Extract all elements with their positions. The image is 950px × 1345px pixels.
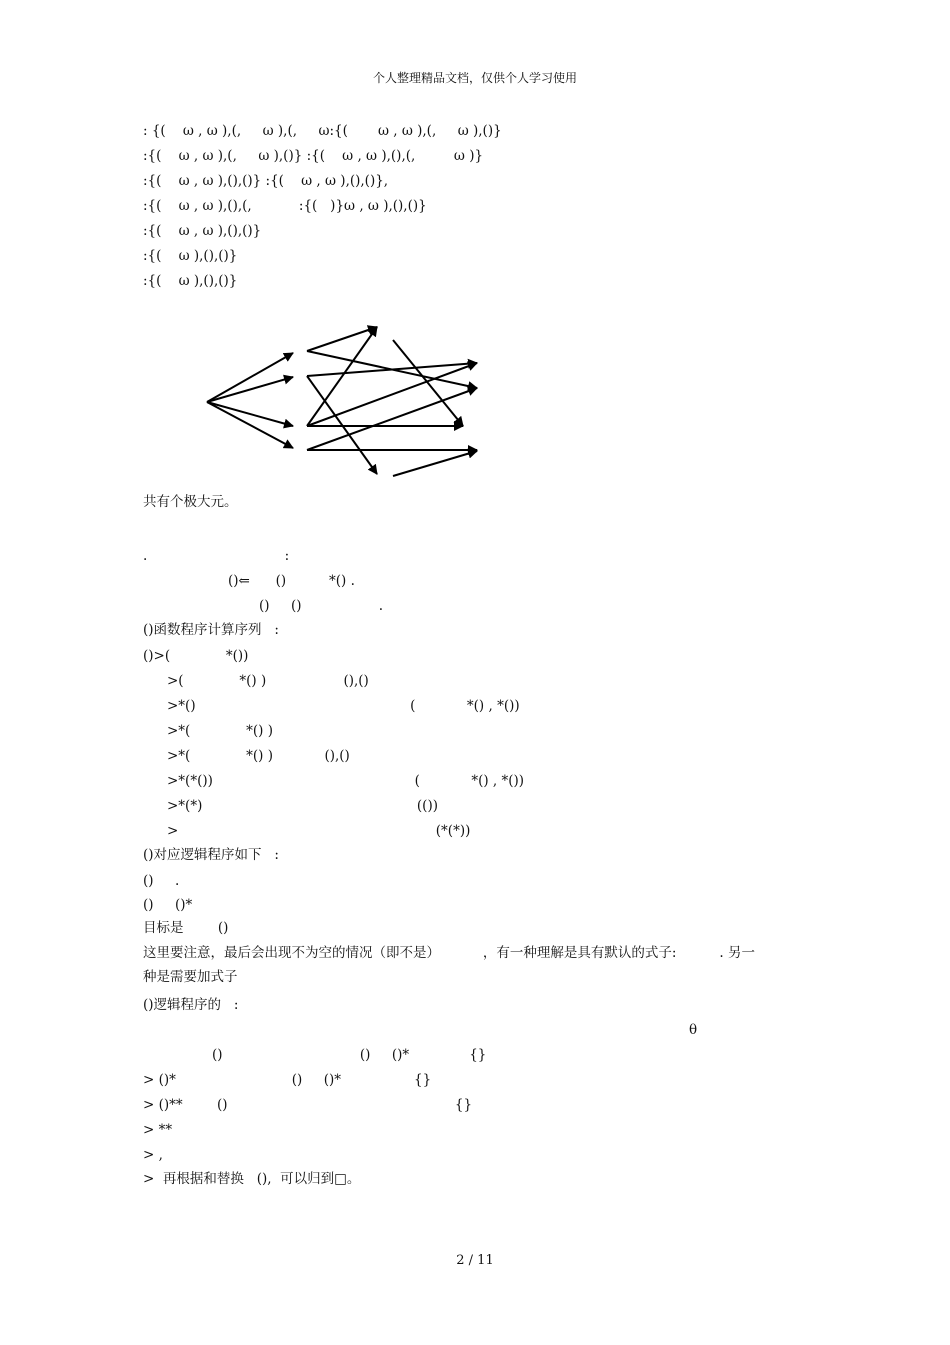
set-line-3: :{( ω , ω ),(),()} :{( ω , ω ),(),()},: [143, 173, 389, 189]
hasse-diagram: [195, 318, 495, 483]
derivation-line-7: >*(*) (()): [167, 798, 438, 814]
resolution-line-4: > **: [143, 1122, 173, 1138]
edge: [207, 353, 293, 402]
resolution-line-5: > ,: [143, 1147, 163, 1163]
set-line-1: : {( ω , ω ),(, ω ),(, ω:{( ω , ω ),(, ω ),()}: [143, 123, 502, 139]
resolution-line-1: () () ()* {}: [212, 1047, 487, 1063]
derivation-line-2: >( *() ) (),(): [167, 673, 369, 689]
goal-line: 目标是 (): [143, 920, 229, 936]
set-line-4: :{( ω , ω ),(),(, :{( )}ω , ω ),(),()}: [143, 198, 427, 214]
derivation-line-8: > (*(*)): [167, 823, 471, 839]
section-logic-program-derivation: ()逻辑程序的 :: [143, 997, 239, 1013]
edge: [307, 388, 477, 450]
edge: [307, 327, 377, 351]
page-number: 2 / 11: [456, 1253, 494, 1268]
edge: [307, 327, 377, 426]
derivation-line-4: >*( *() ): [167, 723, 273, 739]
derivation-line-1: ()>( *()): [143, 648, 249, 664]
set-line-5: :{( ω , ω ),(),()}: [143, 223, 262, 239]
edge: [307, 363, 477, 426]
theta-symbol: θ: [689, 1022, 698, 1038]
edge: [207, 377, 293, 402]
derivation-line-5: >*( *() ) (),(): [167, 748, 350, 764]
section-function-program: ()函数程序计算序列 :: [143, 622, 279, 638]
edge: [393, 451, 477, 476]
note-line-2: 种是需要加式子: [143, 969, 238, 985]
problem-header-line: . :: [143, 548, 290, 564]
edge: [207, 402, 293, 426]
derivation-line-3: >*() ( *() , *()): [167, 698, 520, 714]
resolution-line-2: > ()* () ()* {}: [143, 1072, 432, 1088]
formula-line-2: () () .: [259, 598, 384, 614]
edge: [307, 363, 477, 376]
formula-line-1: ()⇐ () *() .: [228, 573, 355, 589]
resolution-line-6: > 再根据和替换 (), 可以归到□。: [143, 1171, 361, 1187]
set-line-2: :{( ω , ω ),(, ω ),()} :{( ω , ω ),(),(, ω )}: [143, 148, 484, 164]
set-line-7: :{( ω ),(),()}: [143, 273, 238, 289]
resolution-line-3: > ()** () {}: [143, 1097, 473, 1113]
page-header: 个人整理精品文档，仅供个人学习使用: [372, 71, 577, 85]
edge: [207, 402, 293, 448]
logic-line-1: () .: [143, 873, 180, 889]
section-logic-program: ()对应逻辑程序如下 :: [143, 847, 279, 863]
note-line-1: 这里要注意，最后会出现不为空的情况（即不是） ，有一种理解是具有默认的式子: . 另一: [143, 945, 755, 961]
derivation-line-6: >*(*()) ( *() , *()): [167, 773, 525, 789]
maximal-elements-text: 共有个极大元。: [143, 494, 238, 510]
logic-line-2: () ()*: [143, 897, 193, 913]
set-line-6: :{( ω ),(),()}: [143, 248, 238, 264]
